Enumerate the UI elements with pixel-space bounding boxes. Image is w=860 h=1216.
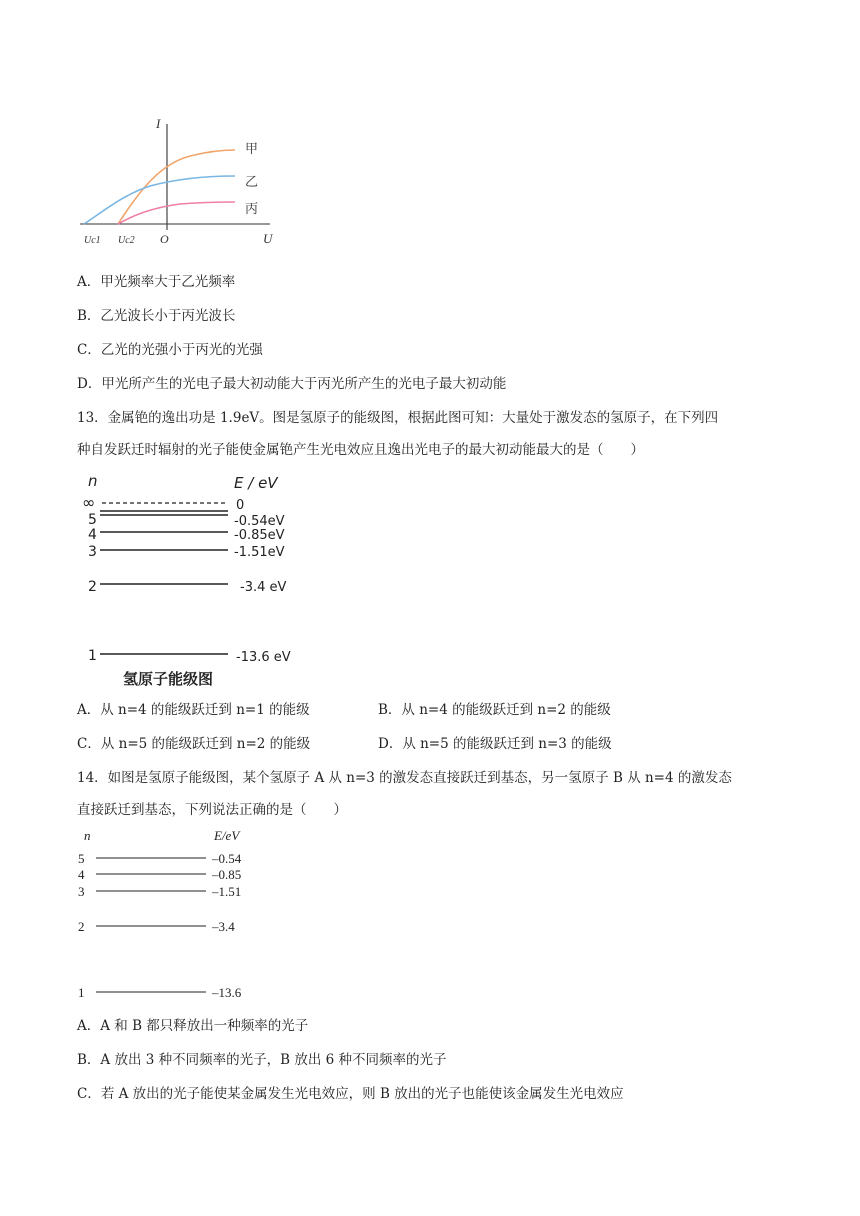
uc2-label: Uc2	[118, 235, 135, 246]
curve-jia	[118, 150, 235, 224]
q14-level-e-1: –13.6	[212, 985, 242, 1000]
i-axis-label: I	[156, 116, 161, 131]
q14-n-label: n	[84, 828, 91, 843]
q14-energy-level-diagram	[74, 824, 274, 1004]
q13-n-label: n	[88, 472, 98, 490]
q14-stem-line1: 14．如图是氢原子能级图，某个氢原子 A 从 n=3 的激发态直接跃迁到基态，另一氢原子 B 从 n=4 的激发态	[77, 770, 732, 786]
q12-option-c: C．乙光的光强小于丙光的光强	[77, 342, 263, 358]
q13-level-e-1: -13.6 eV	[236, 650, 291, 665]
q12-option-d: D．甲光所产生的光电子最大初动能大于丙光所产生的光电子最大初动能	[77, 376, 507, 392]
q13-option-b: B．从 n=4 的能级跃迁到 n=2 的能级	[378, 702, 611, 718]
q13-level-e-5: -0.54eV	[234, 514, 285, 529]
q14-option-a: A．A 和 B 都只释放出一种频率的光子	[77, 1018, 309, 1034]
q13-level-n-4: 4	[88, 527, 97, 543]
q14-level-n-2: 2	[78, 919, 85, 934]
u-axis-label: U	[263, 231, 273, 246]
q14-level-e-2: –3.4	[212, 919, 235, 934]
q12-option-a: A．甲光频率大于乙光频率	[77, 274, 236, 290]
q13-level-e-4: -0.85eV	[234, 528, 285, 543]
curve-label-bing: 丙	[245, 201, 259, 216]
q13-level-n-3: 3	[88, 544, 97, 560]
q13-level-e-2: -3.4 eV	[240, 580, 287, 595]
q14-level-n-1: 1	[78, 985, 85, 1000]
q14-level-n-4: 4	[78, 867, 85, 882]
q13-level-n-inf: ∞	[82, 493, 96, 512]
curve-label-yi: 乙	[245, 174, 259, 189]
q13-level-n-2: 2	[88, 579, 97, 595]
q14-level-e-5: –0.54	[212, 851, 242, 866]
curve-yi	[84, 176, 235, 224]
q14-option-b: B．A 放出 3 种不同频率的光子，B 放出 6 种不同频率的光子	[77, 1052, 447, 1068]
photoelectric-iu-graph	[70, 112, 290, 250]
q14-level-n-5: 5	[78, 851, 85, 866]
q13-stem-line2: 种自发跃迁时辐射的光子能使金属铯产生光电效应且逸出光电子的最大初动能最大的是（ ）	[77, 442, 644, 458]
q13-energy-level-diagram	[78, 472, 318, 690]
curve-label-jia: 甲	[245, 141, 259, 156]
q13-figure-caption: 氢原子能级图	[123, 670, 214, 688]
q14-stem-line2: 直接跃迁到基态，下列说法正确的是（ ）	[77, 802, 347, 818]
q13-option-a: A．从 n=4 的能级跃迁到 n=1 的能级	[77, 702, 310, 718]
q14-level-n-3: 3	[78, 884, 85, 899]
q13-level-e-inf: 0	[236, 498, 245, 513]
q13-level-n-1: 1	[88, 648, 97, 664]
q13-option-d: D．从 n=5 的能级跃迁到 n=3 的能级	[378, 736, 612, 752]
q14-e-label: E/eV	[214, 828, 240, 843]
uc1-label: Uc1	[84, 235, 101, 246]
q13-option-c: C．从 n=5 的能级跃迁到 n=2 的能级	[77, 736, 311, 752]
q14-option-c: C．若 A 放出的光子能使某金属发生光电效应，则 B 放出的光子也能使该金属发生光电效应	[77, 1086, 624, 1102]
origin-label: O	[160, 232, 169, 246]
q14-level-e-3: –1.51	[212, 884, 242, 899]
q13-level-e-3: -1.51eV	[234, 545, 285, 560]
q13-stem-line1: 13．金属铯的逸出功是 1.9eV。图是氢原子的能级图，根据此图可知：大量处于激发态的氢原子，在下列四	[77, 410, 719, 426]
q13-level-n-5: 5	[88, 512, 97, 528]
q14-level-e-4: –0.85	[212, 867, 242, 882]
curve-bing	[118, 202, 235, 224]
q12-option-b: B．乙光波长小于丙光波长	[77, 308, 236, 324]
q13-e-label: E / eV	[234, 474, 278, 492]
